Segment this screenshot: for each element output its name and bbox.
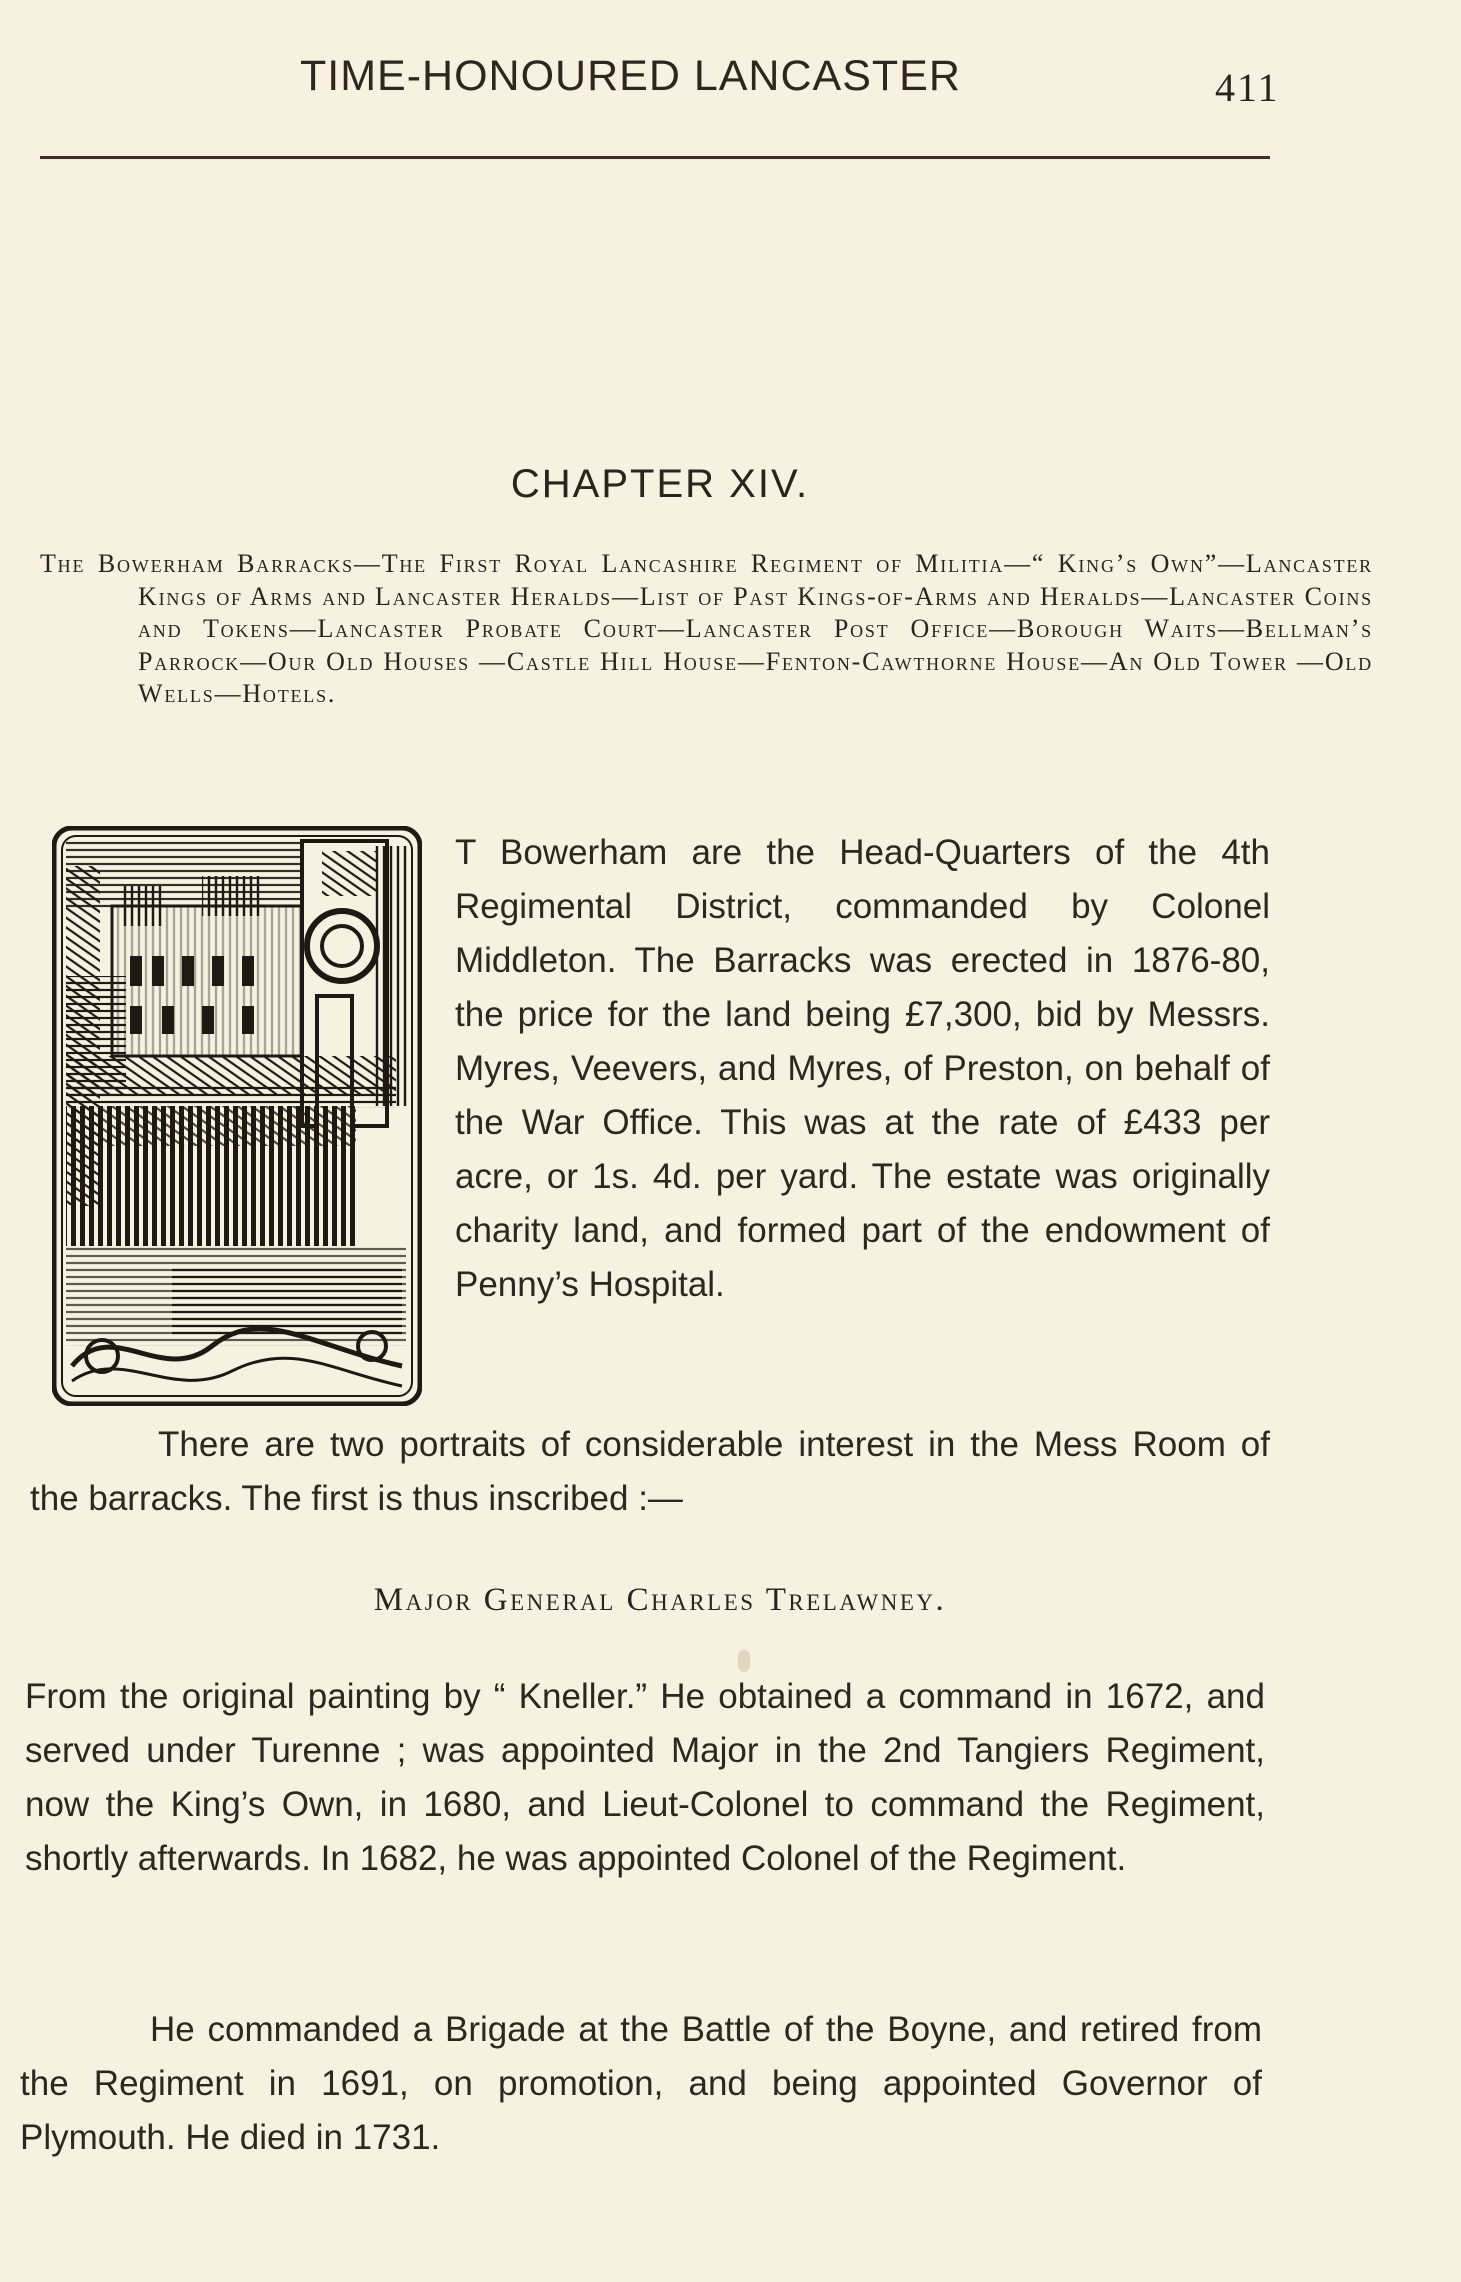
portrait-heading: Major General Charles Trelawney.: [373, 1582, 947, 1618]
boyne-paragraph: He commanded a Brigade at the Battle of the Boyne, and retired from the Regiment in 1691, on promotion, and being appointed Governor of Plymouth. He died in 1731.: [20, 2010, 1262, 2157]
header-rule: [40, 156, 1270, 159]
kneller-paragraph: From the original painting by “ Kneller.” He obtained a command in 1672, and served under Turenne ; was appointed Major in the 2nd Tangiers Regiment, now the King’s Own, in 1680, and Lieut-Colonel to command the Regiment, shortly afterwards. In 1682, he was appointed Colonel of the Regiment.: [25, 1677, 1265, 1878]
chapter-synopsis: The Bowerham Barracks—The First Royal Lancashire Regiment of Militia—“ King’s Own”—Lancaster Kings of Arms and Lancaster Heralds—List of Past Kings-of-Arms and Heralds—Lancaster Coins and Tokens—Lancaster Probate Court—Lancaster Post Office—Borough Waits—Bellman’s Parrock—Our Old Houses —Castle Hill House—Fenton-Cawthorne House—An Old Tower —Old Wells—Hotels.: [40, 549, 1373, 709]
chapter-title: CHAPTER XIV.: [510, 462, 810, 506]
ink-smudge: [738, 1650, 750, 1672]
portraits-paragraph: There are two portraits of considerable interest in the Mess Room of the barracks. The first is thus inscribed :—: [30, 1425, 1270, 1518]
running-title: TIME-HONOURED LANCASTER: [300, 52, 961, 100]
decorative-initial-illustration: [52, 826, 422, 1406]
opening-paragraph: T Bowerham are the Head-Quarters of the 4th Regimental District, commanded by Colonel Middleton. The Barracks was erected in 1876-80, the price for the land being £7,300, bid by Messrs. Myres, Veevers, and Myres, of Preston, on behalf of the War Office. This was at the rate of £433 per acre, or 1s. 4d. per yard. The estate was originally charity land, and formed part of the endowment of Penny’s Hospital.: [455, 833, 1270, 1304]
page-number: 411: [1215, 65, 1280, 110]
barracks-engraving-icon: [52, 826, 422, 1406]
